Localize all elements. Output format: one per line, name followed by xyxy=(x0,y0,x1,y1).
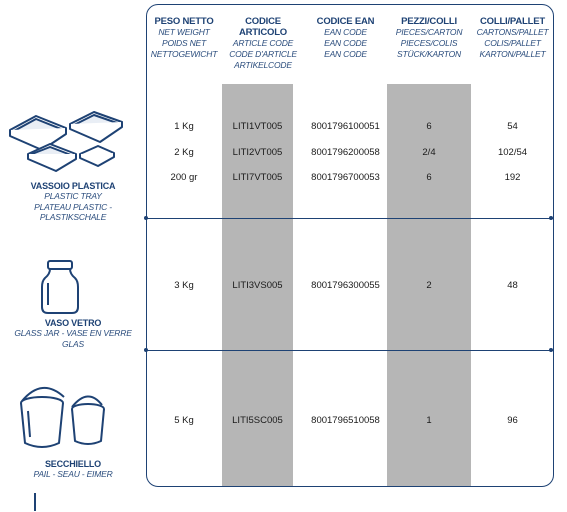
table-cell: LITI3VS005 xyxy=(232,280,283,291)
table-cell: 6 xyxy=(426,121,432,132)
table-cell: 102/54 xyxy=(497,147,528,158)
table-cell: LITI2VT005 xyxy=(232,147,283,158)
table-cell: 3 Kg xyxy=(174,280,194,291)
table-cell: 8001796700053 xyxy=(311,172,380,183)
table-cell: LITI7VT005 xyxy=(232,172,283,183)
glass-jar-icon xyxy=(40,259,80,315)
table-cell: 96 xyxy=(507,415,518,426)
header-article-code: CODICE ARTICOLO ARTICLE CODE CODE D'ARTICLE ARTIKELCODE xyxy=(229,16,297,70)
table-cell: 1 Kg xyxy=(174,121,194,132)
table-cell: 1 xyxy=(426,415,432,426)
table-cell: 2 Kg xyxy=(174,147,194,158)
table-cell: 200 gr xyxy=(170,172,198,183)
divider-dot xyxy=(549,216,553,220)
table-cell: 6 xyxy=(426,172,432,183)
section-divider xyxy=(146,350,554,351)
header-pieces: PEZZI/COLLI PIECES/CARTON PIECES/COLIS STÜCK/KARTON xyxy=(395,16,463,59)
table-cell: 192 xyxy=(504,172,521,183)
table-cell: 5 Kg xyxy=(174,415,194,426)
header-cartons-pallet: COLLI/PALLET CARTONS/PALLET COLIS/PALLET KARTON/PALLET xyxy=(476,16,549,59)
product-label-glass-jar: VASO VETRO GLASS JAR - VASE EN VERRE GLAS xyxy=(14,318,132,349)
table-cell: 8001796510058 xyxy=(311,415,380,426)
table-cell: 48 xyxy=(507,280,518,291)
footer-rule xyxy=(34,493,36,511)
divider-dot xyxy=(549,348,553,352)
pail-icon xyxy=(18,383,106,453)
section-divider xyxy=(146,218,554,219)
product-label-pail: SECCHIELLO PAIL - SEAU - EIMER xyxy=(33,459,113,479)
table-cell: 2 xyxy=(426,280,432,291)
table-cell: 54 xyxy=(507,121,518,132)
table-cell: LITI1VT005 xyxy=(232,121,283,132)
product-label-plastic-tray: VASSOIO PLASTICA PLASTIC TRAY PLATEAU PLASTIC - PLASTIKSCHALE xyxy=(30,181,116,222)
table-cell: 2/4 xyxy=(422,147,436,158)
plastic-tray-icon xyxy=(6,108,126,176)
table-cell: 8001796100051 xyxy=(311,121,380,132)
table-cell: 8001796200058 xyxy=(311,147,380,158)
header-ean-code: CODICE EAN EAN CODE EAN CODE EAN CODE xyxy=(316,16,375,59)
header-weight: PESO NETTO NET WEIGHT POIDS NET NETTOGEWICHT xyxy=(150,16,218,59)
table-cell: 8001796300055 xyxy=(311,280,380,291)
table-cell: LITI5SC005 xyxy=(232,415,283,426)
